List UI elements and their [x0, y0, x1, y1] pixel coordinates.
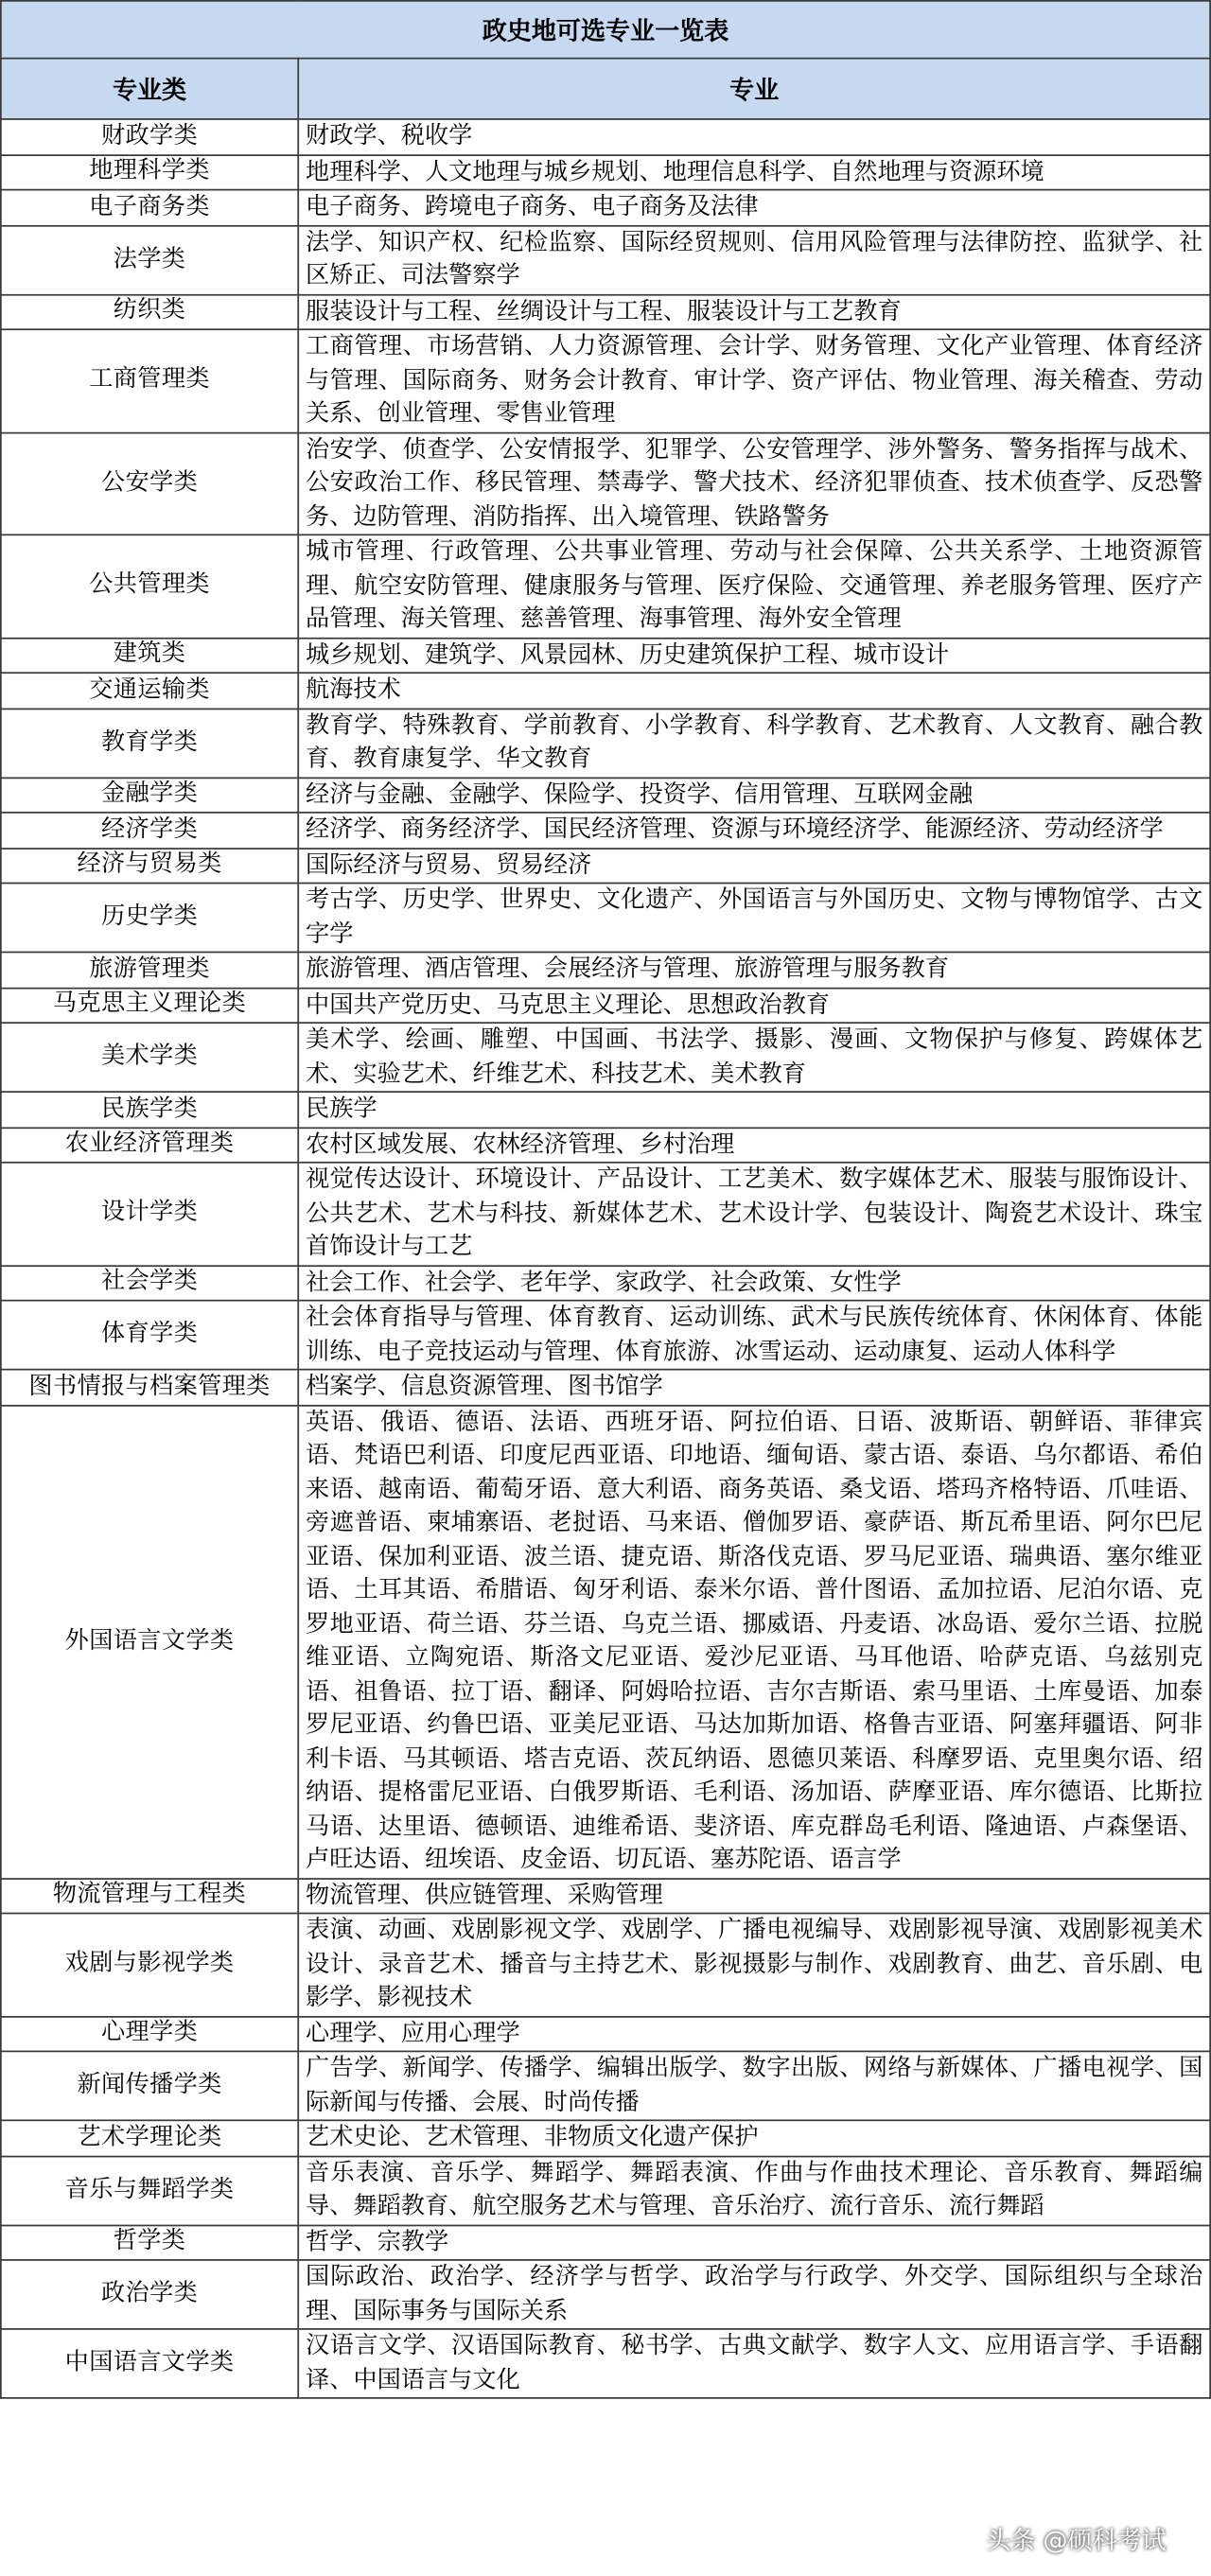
- table-row: [1, 1914, 1210, 2017]
- majors-cell: 社会工作、社会学、老年学、家政学、社会政策、女性学: [298, 1265, 1210, 1300]
- table-row: [1, 2156, 1210, 2225]
- category-cell: 美术学类: [1, 1023, 298, 1092]
- category-cell: 政治学类: [1, 2260, 298, 2329]
- majors-cell: 考古学、历史学、世界史、文化遗产、外国语言与外国历史、文物与博物馆学、古文字学: [298, 884, 1210, 953]
- category-cell: 建筑类: [1, 638, 298, 673]
- table-row: [1, 1405, 1210, 1878]
- table-row: [1, 2225, 1210, 2260]
- majors-cell: 财政学、税收学: [298, 119, 1210, 154]
- watermark: 头条 @硕科考试: [986, 2525, 1167, 2555]
- table-row: [1, 294, 1210, 329]
- majors-cell: 汉语言文学、汉语国际教育、秘书学、古典文献学、数字人文、应用语言学、手语翻译、中国语言与文化: [298, 2329, 1210, 2398]
- category-cell: 社会学类: [1, 1265, 298, 1300]
- table-row: [1, 432, 1210, 535]
- category-cell: 艺术学理论类: [1, 2120, 298, 2155]
- table-title: 政史地可选专业一览表: [1, 1, 1210, 59]
- majors-cell: 电子商务、跨境电子商务、电子商务及法律: [298, 190, 1210, 225]
- category-cell: 马克思主义理论类: [1, 988, 298, 1023]
- category-cell: 外国语言文学类: [1, 1405, 298, 1878]
- majors-cell: 民族学: [298, 1092, 1210, 1127]
- category-cell: 图书情报与档案管理类: [1, 1370, 298, 1405]
- table-row: [1, 709, 1210, 778]
- table-row: [1, 2016, 1210, 2051]
- majors-cell: 中国共产党历史、马克思主义理论、思想政治教育: [298, 988, 1210, 1023]
- majors-cell: 视觉传达设计、环境设计、产品设计、工艺美术、数字媒体艺术、服装与服饰设计、公共艺术、艺术与科技、新媒体艺术、艺术设计学、包装设计、陶瓷艺术设计、珠宝首饰设计与工艺: [298, 1163, 1210, 1266]
- majors-cell: 城乡规划、建筑学、风景园林、历史建筑保护工程、城市设计: [298, 638, 1210, 673]
- majors-cell: 航海技术: [298, 673, 1210, 708]
- category-cell: 公安学类: [1, 432, 298, 535]
- table-row: [1, 1163, 1210, 1266]
- majors-cell: 档案学、信息资源管理、图书馆学: [298, 1370, 1210, 1405]
- majors-cell: 广告学、新闻学、传播学、编辑出版学、数字出版、网络与新媒体、广播电视学、国际新闻与传播、会展、时尚传播: [298, 2051, 1210, 2120]
- table-row: [1, 2051, 1210, 2120]
- table-row: [1, 190, 1210, 225]
- table-row: [1, 534, 1210, 638]
- category-cell: 金融学类: [1, 778, 298, 813]
- majors-cell: 美术学、绘画、雕塑、中国画、书法学、摄影、漫画、文物保护与修复、跨媒体艺术、实验艺术、纤维艺术、科技艺术、美术教育: [298, 1023, 1210, 1092]
- category-cell: 体育学类: [1, 1301, 298, 1370]
- majors-cell: 艺术史论、艺术管理、非物质文化遗产保护: [298, 2120, 1210, 2155]
- majors-cell: 社会体育指导与管理、体育教育、运动训练、武术与民族传统体育、休闲体育、体能训练、电子竞技运动与管理、体育旅游、冰雪运动、运动康复、运动人体科学: [298, 1301, 1210, 1370]
- majors-cell: 经济学、商务经济学、国民经济管理、资源与环境经济学、能源经济、劳动经济学: [298, 813, 1210, 848]
- category-cell: 音乐与舞蹈学类: [1, 2156, 298, 2225]
- majors-cell: 法学、知识产权、纪检监察、国际经贸规则、信用风险管理与法律防控、监狱学、社区矫正、司法警察学: [298, 225, 1210, 294]
- majors-cell: 治安学、侦查学、公安情报学、犯罪学、公安管理学、涉外警务、警务指挥与战术、公安政治工作、移民管理、禁毒学、警犬技术、经济犯罪侦查、技术侦查学、反恐警务、边防管理、消防指挥、出入境管理、铁路警务: [298, 432, 1210, 535]
- table-row: [1, 673, 1210, 708]
- category-cell: 公共管理类: [1, 534, 298, 638]
- table-row: [1, 119, 1210, 154]
- category-cell: 物流管理与工程类: [1, 1878, 298, 1913]
- category-cell: 中国语言文学类: [1, 2329, 298, 2398]
- table-row: [1, 638, 1210, 673]
- majors-cell: 经济与金融、金融学、保险学、投资学、信用管理、互联网金融: [298, 778, 1210, 813]
- table-row: [1, 1092, 1210, 1127]
- category-cell: 交通运输类: [1, 673, 298, 708]
- table-row: [1, 2329, 1210, 2398]
- category-cell: 设计学类: [1, 1163, 298, 1266]
- table-row: [1, 2120, 1210, 2155]
- table-row: [1, 952, 1210, 987]
- category-cell: 心理学类: [1, 2016, 298, 2051]
- category-cell: 经济学类: [1, 813, 298, 848]
- table-row: [1, 1370, 1210, 1405]
- category-cell: 农业经济管理类: [1, 1127, 298, 1162]
- majors-cell: 物流管理、供应链管理、采购管理: [298, 1878, 1210, 1913]
- category-cell: 哲学类: [1, 2225, 298, 2260]
- majors-cell: 农村区域发展、农林经济管理、乡村治理: [298, 1127, 1210, 1162]
- majors-cell: 表演、动画、戏剧影视文学、戏剧学、广播电视编导、戏剧影视导演、戏剧影视美术设计、录音艺术、播音与主持艺术、影视摄影与制作、戏剧教育、曲艺、音乐剧、电影学、影视技术: [298, 1914, 1210, 2017]
- category-cell: 教育学类: [1, 709, 298, 778]
- table-row: [1, 2260, 1210, 2329]
- table-row: [1, 154, 1210, 189]
- table-row: [1, 225, 1210, 294]
- category-cell: 财政学类: [1, 119, 298, 154]
- table-row: [1, 1301, 1210, 1370]
- category-cell: 戏剧与影视学类: [1, 1914, 298, 2017]
- majors-cell: 教育学、特殊教育、学前教育、小学教育、科学教育、艺术教育、人文教育、融合教育、教育康复学、华文教育: [298, 709, 1210, 778]
- majors-cell: 国际经济与贸易、贸易经济: [298, 848, 1210, 883]
- category-cell: 电子商务类: [1, 190, 298, 225]
- table-row: [1, 1023, 1210, 1092]
- majors-cell: 英语、俄语、德语、法语、西班牙语、阿拉伯语、日语、波斯语、朝鲜语、菲律宾语、梵语巴利语、印度尼西亚语、印地语、缅甸语、蒙古语、泰语、乌尔都语、希伯来语、越南语、葡萄牙语、意大利语、商务英语、桑戈语、塔玛齐格特语、爪哇语、旁遮普语、柬埔寨语、老挝语、马来语、僧伽罗语、豪萨语、斯瓦希里语、阿尔巴尼亚语、保加利亚语、波兰语、捷克语、斯洛伐克语、罗马尼亚语、瑞典语、塞尔维亚语、土耳其语、希腊语、匈牙利语、泰米尔语、普什图语、孟加拉语、尼泊尔语、克罗地亚语、荷兰语、芬兰语、乌克兰语、挪威语、丹麦语、冰岛语、爱尔兰语、拉脱维亚语、立陶宛语、斯洛文尼亚语、爱沙尼亚语、马耳他语、哈萨克语、乌兹别克语、祖鲁语、拉丁语、翻译、阿姆哈拉语、吉尔吉斯语、索马里语、土库曼语、加泰罗尼亚语、约鲁巴语、亚美尼亚语、马达加斯加语、格鲁吉亚语、阿塞拜疆语、阿非利卡语、马其顿语、塔吉克语、茨瓦纳语、恩德贝莱语、科摩罗语、克里奥尔语、绍纳语、提格雷尼亚语、白俄罗斯语、毛利语、汤加语、萨摩亚语、库尔德语、比斯拉马语、达里语、德顿语、迪维希语、斐济语、库克群岛毛利语、隆迪语、卢森堡语、卢旺达语、纽埃语、皮金语、切瓦语、塞苏陀语、语言学: [298, 1405, 1210, 1878]
- header-category: 专业类: [1, 59, 298, 119]
- category-cell: 法学类: [1, 225, 298, 294]
- category-cell: 工商管理类: [1, 329, 298, 432]
- table-row: [1, 1265, 1210, 1300]
- table-row: [1, 329, 1210, 432]
- category-cell: 纺织类: [1, 294, 298, 329]
- table-row: [1, 884, 1210, 953]
- majors-cell: 哲学、宗教学: [298, 2225, 1210, 2260]
- table-row: [1, 1878, 1210, 1913]
- category-cell: 新闻传播学类: [1, 2051, 298, 2120]
- majors-cell: 国际政治、政治学、经济学与哲学、政治学与行政学、外交学、国际组织与全球治理、国际事务与国际关系: [298, 2260, 1210, 2329]
- table-row: [1, 778, 1210, 813]
- majors-cell: 服装设计与工程、丝绸设计与工程、服装设计与工艺教育: [298, 294, 1210, 329]
- majors-cell: 音乐表演、音乐学、舞蹈学、舞蹈表演、作曲与作曲技术理论、音乐教育、舞蹈编导、舞蹈教育、航空服务艺术与管理、音乐治疗、流行音乐、流行舞蹈: [298, 2156, 1210, 2225]
- majors-cell: 心理学、应用心理学: [298, 2016, 1210, 2051]
- majors-cell: 工商管理、市场营销、人力资源管理、会计学、财务管理、文化产业管理、体育经济与管理、国际商务、财务会计教育、审计学、资产评估、物业管理、海关稽查、劳动关系、创业管理、零售业管理: [298, 329, 1210, 432]
- majors-cell: 城市管理、行政管理、公共事业管理、劳动与社会保障、公共关系学、土地资源管理、航空安防管理、健康服务与管理、医疗保险、交通管理、养老服务管理、医疗产品管理、海关管理、慈善管理、海事管理、海外安全管理: [298, 534, 1210, 638]
- table-row: [1, 988, 1210, 1023]
- category-cell: 民族学类: [1, 1092, 298, 1127]
- majors-cell: 地理科学、人文地理与城乡规划、地理信息科学、自然地理与资源环境: [298, 154, 1210, 189]
- category-cell: 经济与贸易类: [1, 848, 298, 883]
- category-cell: 地理科学类: [1, 154, 298, 189]
- category-cell: 旅游管理类: [1, 952, 298, 987]
- category-cell: 历史学类: [1, 884, 298, 953]
- table-row: [1, 813, 1210, 848]
- header-majors: 专业: [298, 59, 1210, 119]
- table-row: [1, 848, 1210, 883]
- majors-cell: 旅游管理、酒店管理、会展经济与管理、旅游管理与服务教育: [298, 952, 1210, 987]
- table-row: [1, 1127, 1210, 1162]
